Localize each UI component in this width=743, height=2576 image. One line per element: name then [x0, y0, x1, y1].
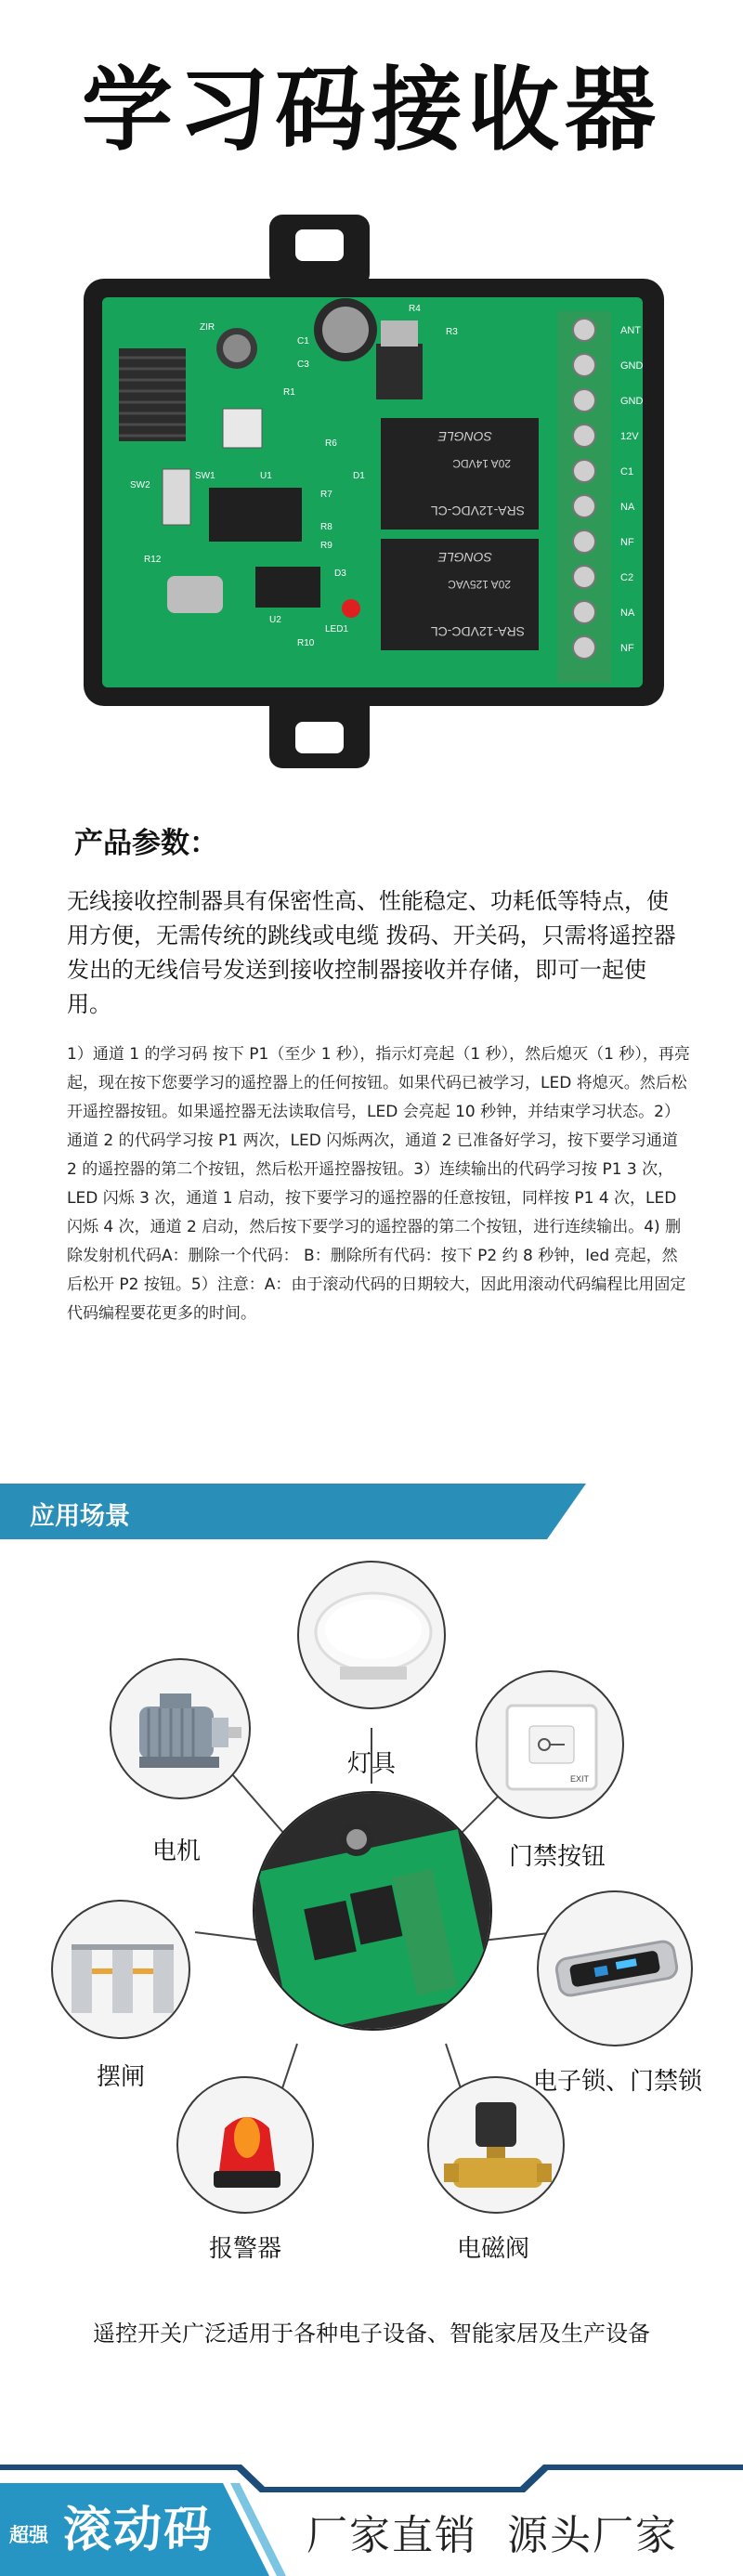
application-banner [0, 1484, 743, 1539]
door-button-image [476, 1670, 624, 1819]
application-scenes [0, 1542, 743, 2322]
button-p2 [163, 469, 190, 525]
receiver-board-image [74, 209, 669, 785]
svg-text:R10: R10 [297, 638, 315, 648]
svg-text:D1: D1 [353, 471, 365, 481]
electronic-lock-caption: 电子锁、门禁锁 [532, 2068, 702, 2096]
svg-text:GND: GND [620, 360, 644, 372]
relay-2 [381, 539, 539, 650]
svg-text:SONGLE: SONGLE [437, 429, 492, 444]
svg-text:C1: C1 [620, 466, 634, 477]
svg-text:SRA-12VDC-CL: SRA-12VDC-CL [430, 503, 525, 518]
svg-text:NF: NF [620, 643, 634, 654]
led-red [342, 599, 360, 618]
capacitor-large [314, 298, 377, 361]
svg-text:GND: GND [620, 396, 644, 407]
svg-text:U2: U2 [269, 615, 281, 625]
antenna-coil [119, 348, 186, 441]
alarm-light-icon [178, 2078, 314, 2214]
footer-banner [0, 2465, 743, 2576]
footer-small-label: 超强 [9, 2524, 48, 2546]
svg-text:U1: U1 [260, 471, 272, 481]
svg-text:SONGLE: SONGLE [437, 550, 492, 565]
electric-motor-icon [111, 1660, 251, 1799]
svg-text:12V: 12V [620, 431, 639, 442]
lamp-caption: 灯具 [346, 1750, 396, 1778]
svg-text:LED1: LED1 [325, 624, 349, 634]
ic-u2 [255, 567, 320, 608]
turnstile-caption: 摆闸 [96, 2063, 145, 2091]
svg-text:D3: D3 [334, 569, 346, 579]
exit-button-icon [477, 1672, 624, 1819]
alarm-image [176, 2076, 314, 2214]
svg-text:NF: NF [620, 537, 634, 548]
solenoid-valve-caption: 电磁阀 [456, 2235, 529, 2263]
turnstile-image [51, 1900, 190, 2039]
banner-shape [547, 1484, 743, 1539]
svg-text:NA: NA [620, 502, 635, 513]
svg-text:EXIT: EXIT [570, 1774, 590, 1784]
motor-caption: 电机 [151, 1837, 201, 1865]
relay-1 [381, 418, 539, 530]
svg-text:SW1: SW1 [195, 471, 215, 481]
intro-paragraph: 无线接收控制器具有保密性高、性能稳定、功耗低等特点，使用方便，无需传统的跳线或电缆 拨码、开关码，只需将遥控器发出的无线信号发送到接收控制器接收并存储，即可一起使用。 [67, 888, 676, 1017]
applications-note: 遥控开关广泛适用于各种电子设备、智能家居及生产设备 [93, 2321, 650, 2347]
pcb-icon [254, 1793, 492, 2031]
application-banner-title: 应用场景 [30, 1502, 130, 1531]
voltage-regulator [376, 320, 423, 399]
svg-text:R3: R3 [446, 327, 458, 337]
motor-image [110, 1658, 251, 1799]
button-p1 [223, 409, 262, 448]
svg-text:R1: R1 [283, 387, 295, 398]
svg-text:C2: C2 [620, 572, 634, 583]
svg-text:ANT: ANT [620, 325, 641, 336]
svg-text:R9: R9 [320, 541, 332, 551]
crystal [167, 576, 223, 613]
svg-text:R8: R8 [320, 522, 332, 532]
svg-text:20A 14VDC: 20A 14VDC [452, 457, 511, 470]
capacitor-small [216, 328, 257, 369]
electronic-lock-icon [539, 1892, 693, 2046]
svg-text:SRA-12VDC-CL: SRA-12VDC-CL [430, 624, 525, 639]
footer-big-label: 滚动码 [63, 2503, 215, 2558]
turnstile-icon [53, 1902, 190, 2039]
receiver-board-thumbnail [253, 1791, 492, 2031]
alarm-caption: 报警器 [208, 2235, 281, 2263]
svg-text:R4: R4 [409, 304, 421, 314]
svg-text:R6: R6 [325, 438, 337, 449]
svg-text:R7: R7 [320, 490, 332, 500]
svg-text:C1: C1 [297, 336, 309, 347]
footer-slogan: 厂家直销 源头厂家 [306, 2512, 678, 2559]
mounting-tab-top [269, 215, 370, 287]
solenoid-valve-image [427, 2076, 565, 2214]
svg-text:ZIR: ZIR [200, 322, 215, 333]
section-heading: 产品参数： [74, 827, 218, 860]
page-title: 学习码接收器 [81, 58, 661, 163]
ceiling-lamp-icon [299, 1563, 446, 1709]
instructions-paragraph: 1）通道 1 的学习码 按下 P1（至少 1 秒），指示灯亮起（1 秒），然后熄灭（1 秒），再亮起，现在按下您要学习的遥控器上的任何按钮。如果代码已被学习，LED 将熄灭。然后松开遥控器按钮。如果遥控器无法读取信号，LED 会亮起 10 秒钟，并结束学习状态。2）通道 2 的代码学习按 P1 两次，LED 闪烁两次，通道 2 已准备好学习，按下要学习通道 2 的遥控器的第二个按钮，然后松开遥控器按钮。3）连续输出的代码学习按 P1 3 次，LED 闪烁 3 次，通道 1 启动，按下要学习的遥控器的任意按钮，同样按 P1 4 次，LED 闪烁 4 次，通道 2 启动，然后按下要学习的遥控器的第二个按钮，进行连续输出。4) 删除发射机代码A：删除一个代码： B：删除所有代码：按下 P2 约 8 秒钟，led 亮起，然后松开 P2 按钮。5）注意：A：由于滚动代码的日期较大，因此用滚动代码编程比用固定代码编程要花更多的时间。 [67, 1045, 690, 1323]
solenoid-valve-icon [429, 2078, 565, 2214]
svg-text:20A 125VAC: 20A 125VAC [448, 578, 511, 591]
svg-text:C3: C3 [297, 360, 309, 370]
svg-text:NA: NA [620, 608, 635, 619]
electronic-lock-image [537, 1890, 693, 2046]
svg-text:R12: R12 [144, 555, 162, 565]
door-button-caption: 门禁按钮 [508, 1843, 606, 1871]
ic-u1 [209, 488, 302, 542]
svg-text:SW2: SW2 [130, 480, 150, 490]
lamp-image [297, 1561, 446, 1709]
